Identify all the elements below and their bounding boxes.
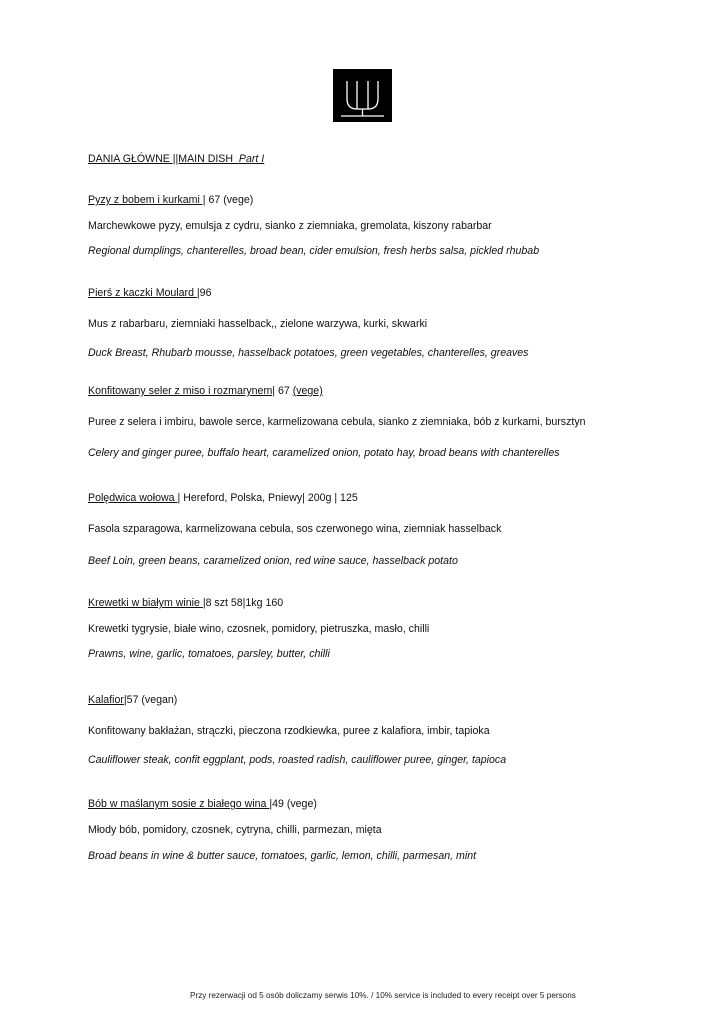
dish-heading [88,597,283,610]
service-charge-note: Przy rezerwacji od 5 osób doliczamy serwis 10%. / 10% service is included to every receipt over 5 persons [190,991,576,1000]
dish-description-pl: Konfitowany bakłażan, strączki, pieczona rzodkiewka, puree z kalafiora, imbir, tapioka [88,725,490,737]
dish-price: |49 (vege) [269,798,317,810]
dish-heading [88,492,358,505]
dish-price: 67 (vege) [205,194,254,206]
dish-name: Pierś z kaczki Moulard [88,287,197,299]
dish-name: Konfitowany seler z miso i rozmarynem| [88,385,276,397]
dish-price: | Hereford, Polska, Pniewy| 200g | 125 [177,492,358,504]
dish-description-pl: Młody bób, pomidory, czosnek, cytryna, chilli, parmezan, mięta [88,824,382,836]
dish-tag: (vege) [292,385,323,397]
dish-description-pl: Mus z rabarbaru, ziemniaki hasselback,, zielone warzywa, kurki, skwarki [88,318,428,330]
dish-heading [88,385,323,398]
dish-description-pl: Krewetki tygrysie, białe wino, czosnek, pomidory, pietruszka, masło, chilli [88,623,430,635]
dish-price: |8 szt 58|1kg 160 [202,597,284,609]
dish-price: 67 [275,385,293,397]
dish-description-en: Cauliflower steak, confit eggplant, pods, roasted radish, cauliflower puree, ginger, tapioca [88,754,507,766]
dish-description-pl: Fasola szparagowa, karmelizowana cebula, sos czerwonego wina, ziemniak hasselback [88,523,502,535]
dish-heading [88,287,211,300]
section-title [88,153,264,166]
dish-price: |57 (vegan) [123,694,178,706]
dish-name: Kalafior [88,694,124,706]
section-title-text: DANIA GŁÓWNE ||MAIN DISH [88,153,234,165]
dish-heading [88,694,177,707]
section-part: Part I [238,153,265,165]
dish-heading [88,798,317,811]
fork-emblem-icon [333,69,392,122]
dish-description-en: Duck Breast, Rhubarb mousse, hasselback potatoes, green vegetables, chanterelles, greaves [88,347,529,359]
restaurant-logo [333,69,392,122]
dish-description-pl: Puree z selera i imbiru, bawole serce, karmelizowana cebula, sianko z ziemniaka, bób z kurkami, bursztyn [88,416,586,428]
dish-description-en: Prawns, wine, garlic, tomatoes, parsley, butter, chilli [88,648,330,660]
dish-price: |96 [196,287,212,299]
dish-name: Bób w maślanym sosie z białego wina [88,798,270,810]
dish-name: Krewetki w białym winie [88,597,203,609]
dish-name: Polędwica wołowa [88,492,178,504]
dish-name: Pyzy z bobem i kurkami | [88,194,206,206]
dish-description-pl: Marchewkowe pyzy, emulsja z cydru, sianko z ziemniaka, gremolata, kiszony rabarbar [88,220,492,232]
dish-heading [88,194,253,207]
dish-description-en: Celery and ginger puree, buffalo heart, caramelized onion, potato hay, broad beans with chanterelles [88,447,560,459]
dish-description-en: Broad beans in wine & butter sauce, tomatoes, garlic, lemon, chilli, parmesan, mint [88,850,477,862]
dish-description-en: Beef Loin, green beans, caramelized onion, red wine sauce, hasselback potato [88,555,458,567]
dish-description-en: Regional dumplings, chanterelles, broad bean, cider emulsion, fresh herbs salsa, pickled rhubab [88,245,540,257]
